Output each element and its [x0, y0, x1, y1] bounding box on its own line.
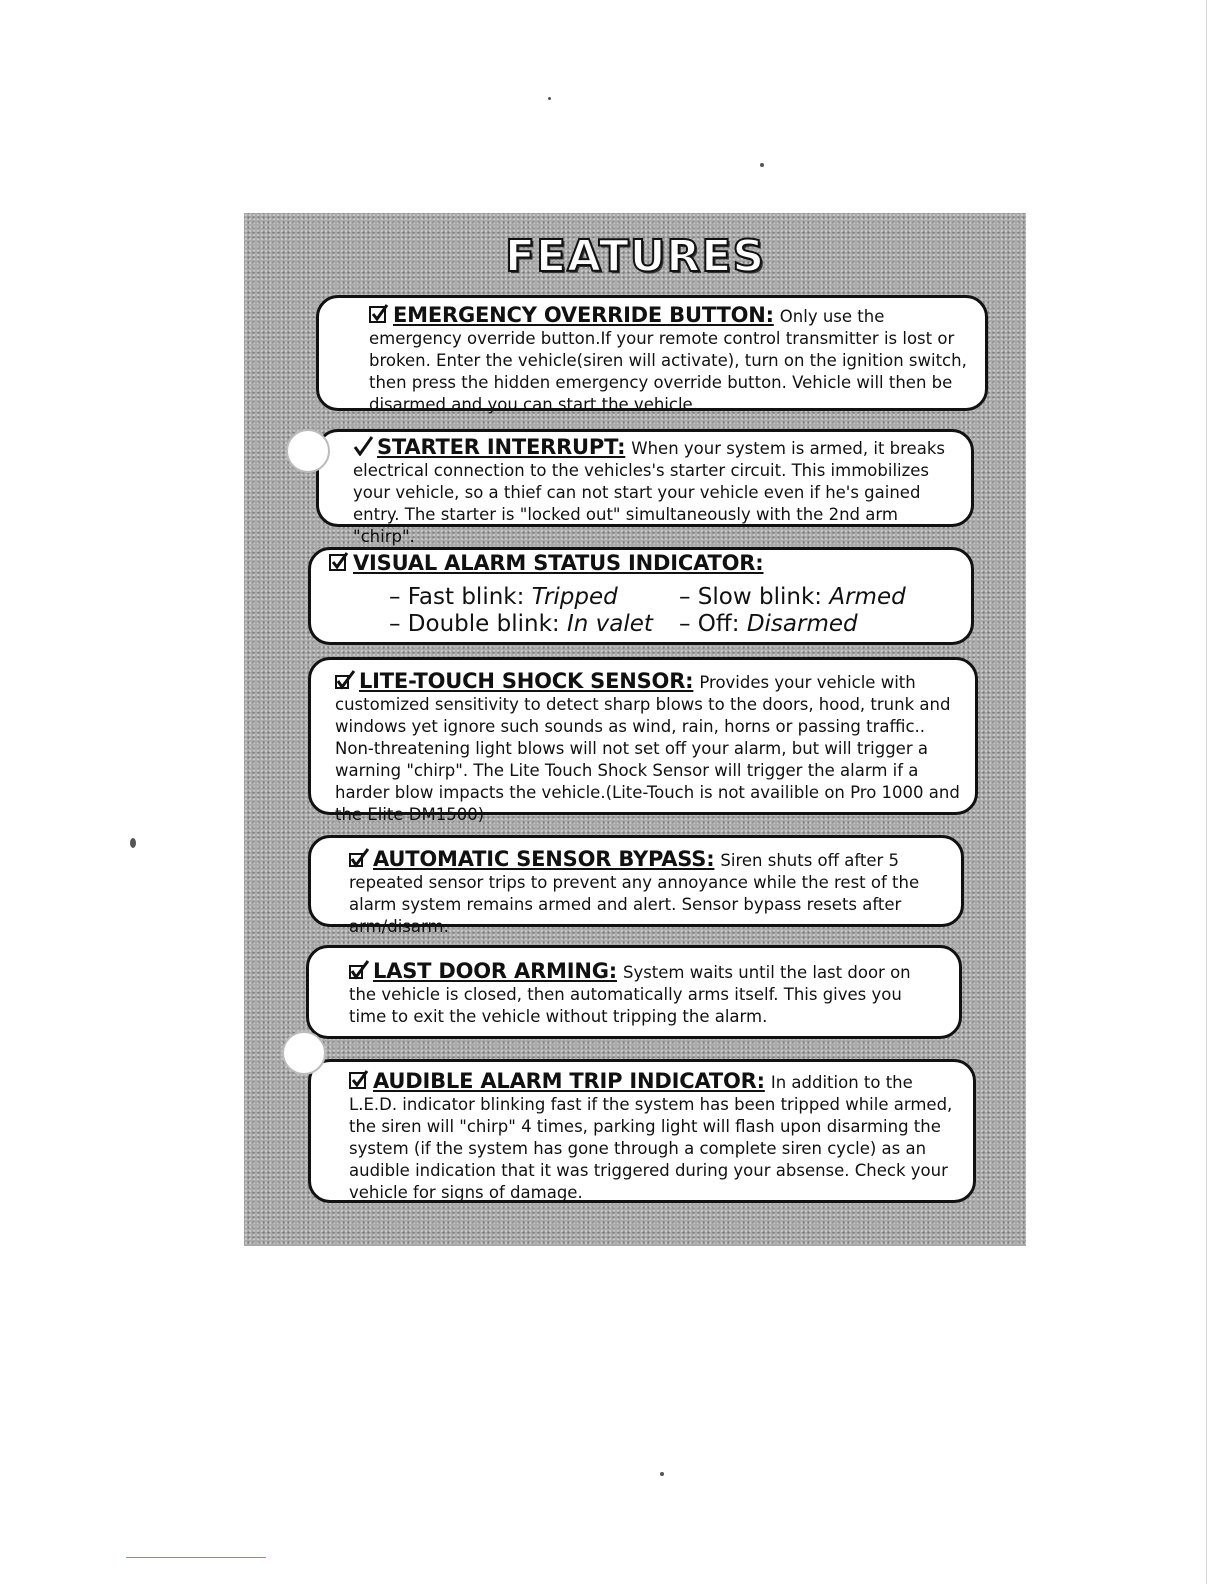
features-panel [244, 213, 1026, 1246]
feature-heading: EMERGENCY OVERRIDE BUTTON: [393, 303, 774, 327]
feature-heading: LAST DOOR ARMING: [373, 959, 617, 983]
scan-underline [126, 1557, 266, 1558]
feature-heading: STARTER INTERRUPT: [377, 435, 626, 459]
status-item: – Double blink: In valet [389, 611, 653, 637]
feature-heading: AUDIBLE ALARM TRIP INDICATOR: [373, 1069, 765, 1093]
feature-body: Only use the emergency override button.If your remote control transmitter is lost or broken. Enter the vehicle(siren will activate), turn on the ignition switch, then press the hidden emergency override button. Vehicle will then be disarmed and you can start the vehicle. [369, 307, 967, 414]
feature-box-last-door-arming [306, 945, 962, 1039]
feature-box-sensor-bypass [308, 835, 964, 936]
page-title: FEATURES [504, 231, 766, 282]
checkmark-icon [353, 436, 373, 456]
binder-hole [282, 1031, 326, 1075]
status-item: – Off: Disarmed [679, 611, 858, 637]
status-list [389, 584, 955, 638]
binder-hole [286, 429, 330, 473]
feature-body: System waits until the last door on the vehicle is closed, then automatically arms itself. This gives you time to exit the vehicle without tripping the alarm. [349, 963, 911, 1026]
checkbox-icon [369, 304, 389, 324]
checkbox-icon [329, 552, 349, 572]
status-item: – Fast blink: Tripped [389, 584, 618, 610]
checkmark-icon [335, 670, 355, 690]
feature-body: Provides your vehicle with customized sensitivity to detect sharp blows to the doors, hood, trunk and windows yet ignore such sounds as wind, rain, horns or passing traffic.. Non-threatening light blows will not set off your alarm, but will trigger a warning "chirp". The Lite Touch Shock Sensor will trigger the alarm if a harder blow impacts the vehicle.(Lite-Touch is not availible on Pro 1000 and the Elite DM1500) [335, 673, 960, 824]
scan-edge-line [1206, 0, 1207, 1584]
checkmark-icon [349, 848, 369, 868]
feature-box-emergency-override [316, 295, 988, 414]
feature-body: In addition to the L.E.D. indicator blinking fast if the system has been tripped while armed, the siren will "chirp" 4 times, parking light will flash upon disarming the system (if the system has gone through a complete siren cycle) as an audible indication that it was triggered during your absense. Check your vehicle for signs of damage. [349, 1073, 953, 1202]
scan-speck [130, 838, 136, 848]
feature-box-visual-alarm-status [308, 547, 974, 645]
scan-speck [760, 163, 764, 167]
feature-box-lite-touch [308, 657, 978, 824]
feature-body: Siren shuts off after 5 repeated sensor trips to prevent any annoyance while the rest of the alarm system remains armed and alert. Sensor bypass resets after arm/disarm. [349, 851, 920, 936]
checkmark-icon [349, 960, 369, 980]
checkbox-icon [349, 1070, 369, 1090]
feature-heading: AUTOMATIC SENSOR BYPASS: [373, 847, 715, 871]
scan-speck [548, 97, 551, 100]
feature-heading: LITE-TOUCH SHOCK SENSOR: [359, 669, 694, 693]
feature-body: When your system is armed, it breaks electrical connection to the vehicles's starter circuit. This immobilizes your vehicle, so a thief can not start your vehicle even if he's gained entry. The starter is "locked out" simultaneously with the 2nd arm "chirp". [353, 439, 945, 546]
status-item: – Slow blink: Armed [679, 584, 906, 610]
feature-box-audible-trip [308, 1059, 976, 1203]
feature-box-starter-interrupt [316, 429, 974, 546]
scan-speck [660, 1472, 664, 1476]
feature-heading: VISUAL ALARM STATUS INDICATOR: [353, 551, 764, 575]
